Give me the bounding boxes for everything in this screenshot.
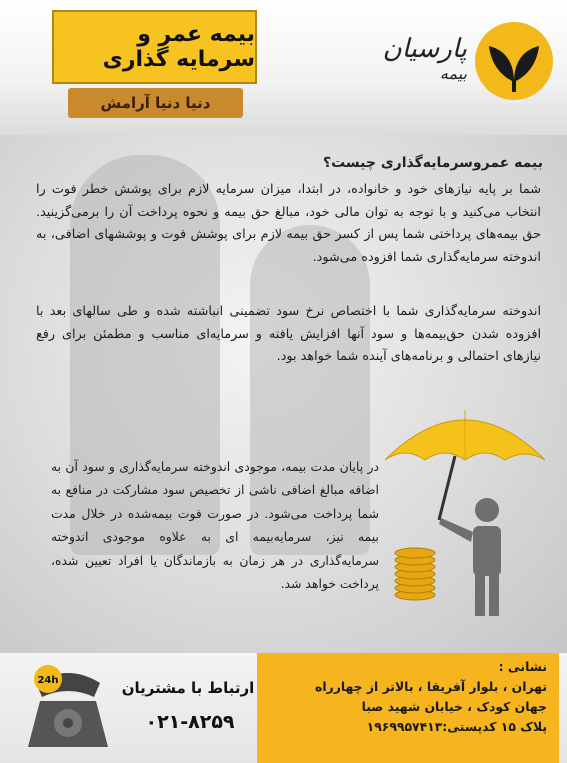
address-line-3: پلاک ۱۵ کدپستی:۱۹۶۹۹۵۷۴۱۳ — [366, 719, 547, 734]
header — [0, 0, 567, 135]
address-box — [257, 653, 559, 763]
main-content — [0, 135, 567, 653]
umbrella-man-illustration — [375, 390, 555, 620]
contact-phone[interactable]: ۰۲۱-۸۲۵۹ — [145, 711, 235, 733]
brand-logo-text: پارسیان — [382, 34, 467, 64]
address-label: نشانی : — [498, 659, 547, 674]
brand-logo — [327, 34, 467, 94]
slogan-ribbon — [68, 88, 243, 118]
parsian-leaf-logo-icon — [475, 22, 553, 100]
banner-title: بیمه عمر و سرمایه گذاری — [102, 22, 255, 72]
address-line-2: جهان کودک ، خیابان شهید صبا — [361, 699, 547, 714]
paragraph-3: در پایان مدت بیمه، موجودی اندوخته سرمایه‌گذاری و سود آن به اضافه مبالغ اضافی ناشی از تخصیص سود مشارکت در منافع به شما پرداخت می‌شود. در صورت فوت بیمه‌شده در خلال مدت بیمه نیز، سرمایه‌بیمه ای به علاوه موجودی اندوخته سرمایه‌گذاری در هر زمان به بازماندگان یا افراد تعیین شده، پرداخت خواهد شد. — [51, 459, 379, 592]
slogan-text: دنیا دنیا آرامش — [100, 94, 211, 112]
contact-title: ارتباط با مشتریان — [121, 679, 255, 697]
paragraph-2: اندوخته سرمایه‌گذاری شما با اختصاص نرخ سود تضمینی انباشته شده و طی سالهای بعد با افزوده شدن حق‌بیمه‌ها و سود آنها افزایش یافته و سرمایه‌ای مناسب و مطمئن برای رفع نیازهای احتمالی و برنامه‌های آینده شما خواهد بود. — [36, 304, 541, 365]
paragraph-1: شما بر پایه نیازهای خود و خانواده، در ابتدا، میزان سرمایه لازم برای پوشش خطر فوت را انتخاب می‌کنید و با توجه به توان مالی خود، مبالغ حق بیمه و نحوه پرداخت آن را برمی‌گزینید. حق بیمه‌های پرداختی شما پس از کسر حق بیمه لازم برای پوشش فوت و پوششهای اضافی، به اندوخته سرمایه‌گذاری شما افزوده می‌شود. — [36, 182, 541, 265]
brand-logo-sub: بیمه — [439, 64, 467, 83]
badge-24h: 24h — [37, 675, 59, 686]
section-question: بیمه عمروسرمایه‌گذاری چیست؟ — [322, 155, 543, 171]
telephone-icon — [18, 663, 118, 755]
footer — [0, 653, 567, 763]
title-banner — [52, 10, 257, 84]
address-line-1: تهران ، بلوار آفریقا ، بالاتر از چهارراه — [315, 679, 547, 694]
